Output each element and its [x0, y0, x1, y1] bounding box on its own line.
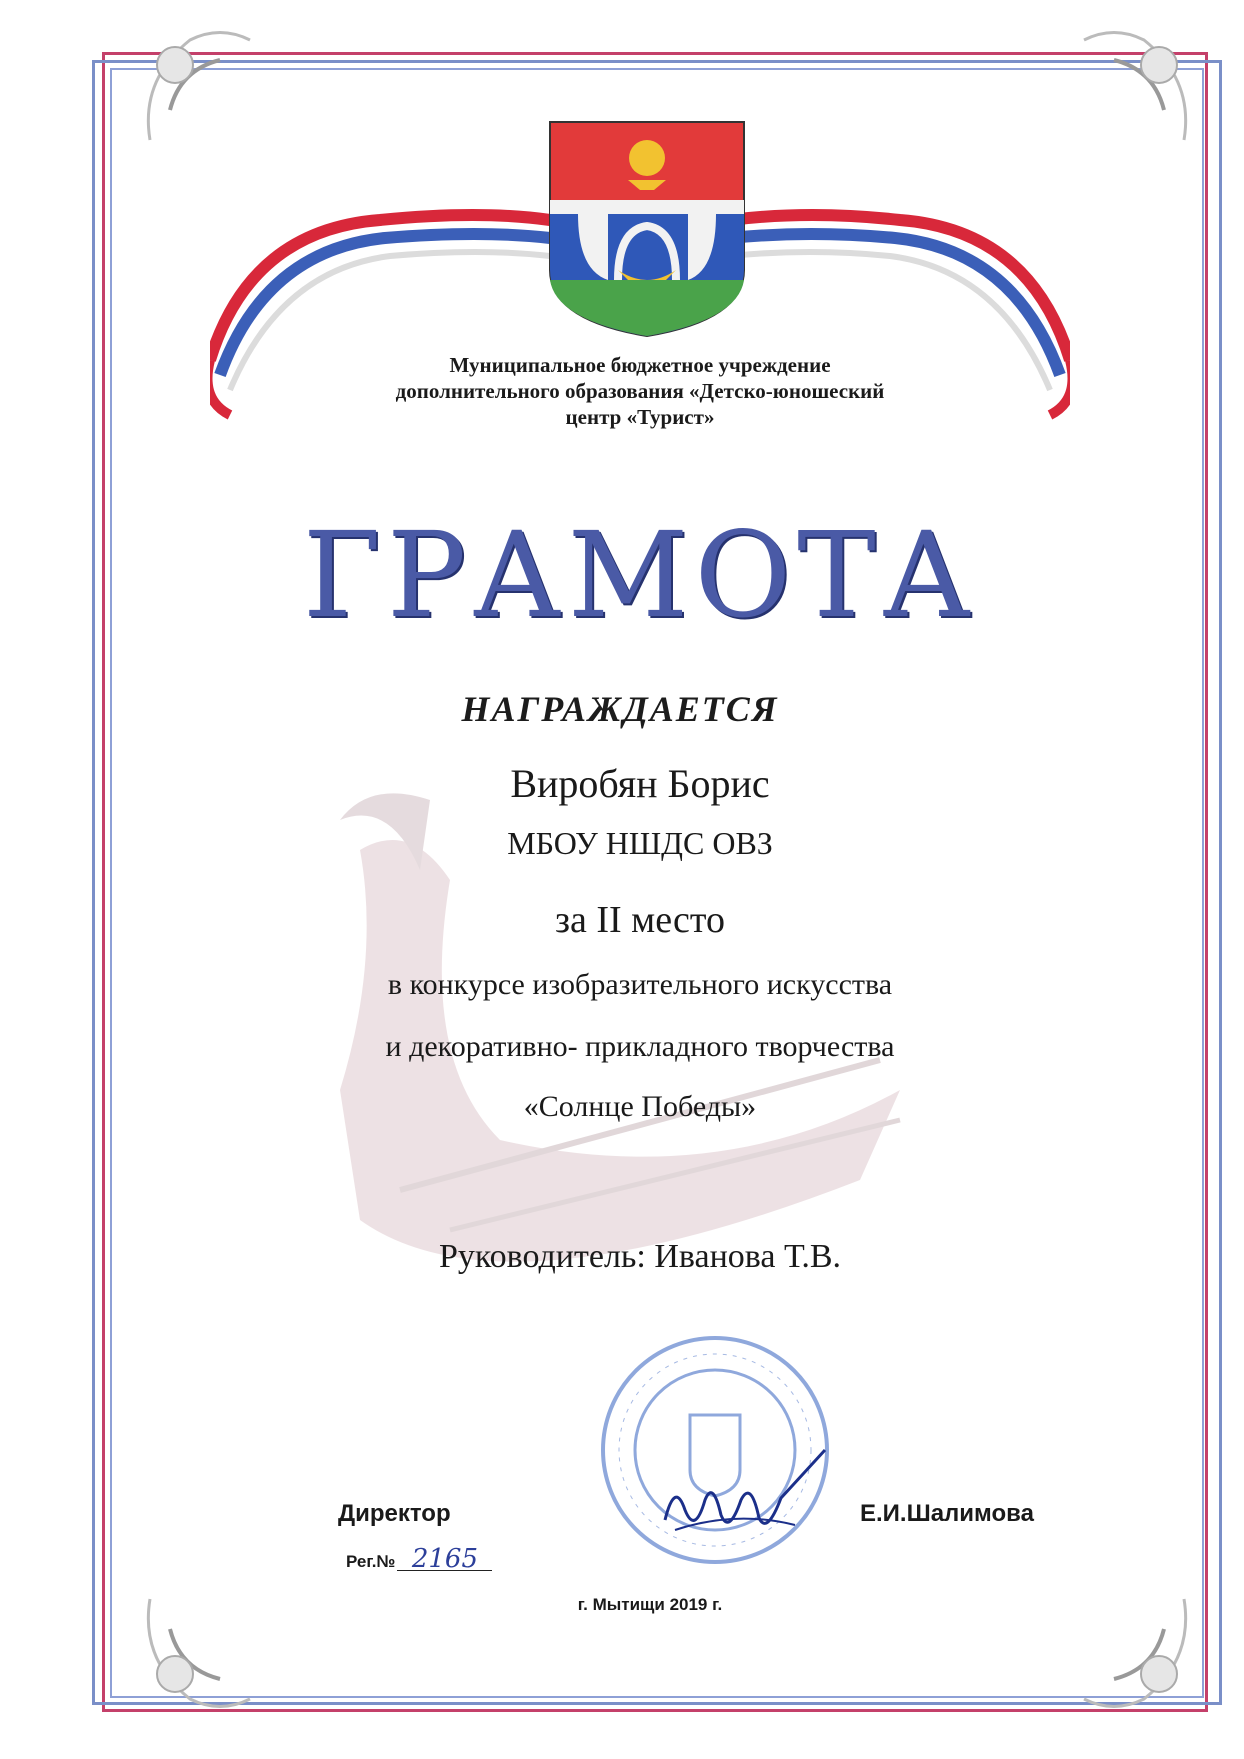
organization-line: дополнительного образования «Детско-юношеский [395, 379, 885, 403]
supervisor-name: Руководитель: Иванова Т.В. [438, 1238, 842, 1275]
corner-ornament-icon [1064, 1579, 1204, 1719]
contest-name: «Солнце Победы» [523, 1090, 757, 1123]
corner-ornament-icon [130, 20, 270, 160]
organization-line: центр «Турист» [565, 405, 715, 429]
recipient-school: МБОУ НШДС ОВЗ [507, 825, 773, 861]
award-place: за II место [554, 899, 726, 941]
coat-of-arms-icon [548, 120, 746, 338]
director-role-label: Директор [338, 1500, 451, 1527]
corner-ornament-icon [1064, 20, 1204, 160]
organization-name [320, 352, 960, 430]
certificate-title: ГРАМОТА [302, 506, 978, 644]
director-name: Е.И.Шалимова [860, 1500, 1034, 1527]
city-year: г. Мытищи 2019 г. [577, 1595, 723, 1614]
contest-description-line: и декоративно- прикладного творчества [385, 1030, 895, 1063]
director-signature-icon [655, 1440, 835, 1560]
contest-description-line: в конкурсе изобразительного искусства [387, 968, 893, 1001]
awarded-heading: НАГРАЖДАЕТСЯ [461, 689, 779, 729]
corner-ornament-icon [130, 1579, 270, 1719]
recipient-name: Виробян Борис [510, 761, 770, 806]
registration-field [346, 1544, 492, 1574]
organization-line: Муниципальное бюджетное учреждение [449, 353, 831, 377]
registration-number: 2165 [397, 1548, 492, 1571]
registration-label: Рег.№ [346, 1552, 396, 1571]
